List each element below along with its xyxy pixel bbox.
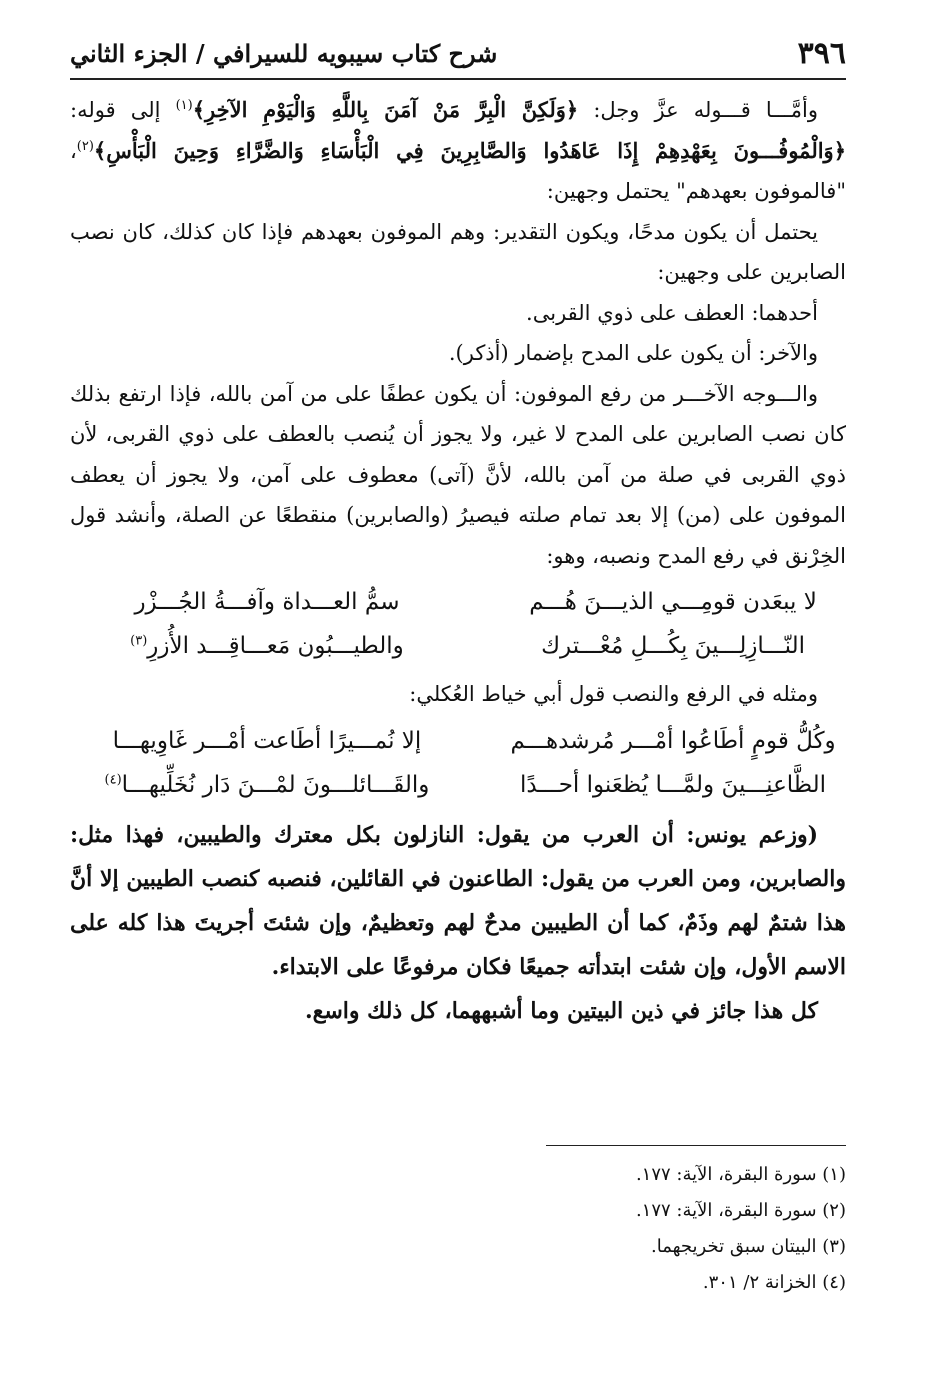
footnote-ref: (٣) [130, 633, 148, 649]
page-number: ٣٩٦ [797, 35, 846, 71]
verse-hemistich-right: لا يبعَدن قومِـــي الذيـــنَ هُـــم [529, 589, 817, 615]
paragraph-1 [70, 90, 846, 212]
footnote-ref: (٤) [104, 771, 122, 787]
footnote-divider [546, 1145, 846, 1146]
footnotes [70, 1157, 846, 1301]
paragraph-3: أحدهما: العطف على ذوي القربى. [526, 300, 818, 325]
poem-2 [70, 719, 846, 807]
verse-line [70, 624, 846, 668]
verse-hemistich-right: النّـــازِلِـــينَ بِكُـــلِ مُعْـــترك [541, 633, 805, 659]
text-run: إلى قوله: [70, 98, 176, 122]
running-title: شرح كتاب سيبويه للسيرافي / الجزء الثاني [70, 38, 498, 68]
verse-hemistich-left [94, 763, 440, 807]
paragraph-8: كل هذا جائز في ذين البيتين وما أشبههما، كل ذلك واسع. [304, 997, 818, 1024]
footnote-ref: (١) [175, 98, 193, 113]
text-run: ، "فالموفون بعهدهم" يحتمل وجهين: [70, 138, 846, 203]
footnote-ref: (٢) [76, 138, 94, 154]
verse-hemistich-right: الظَّاعنِـــينَ ولمَّـــا يُظعَنوا أحـــدًا [520, 771, 827, 798]
footnote-item: (٣) البيتان سبق تخريجهما. [651, 1236, 846, 1257]
verse-hemistich-left: إلا نُمـــيرًا أطَاعت أمْـــر غَاوِيهـــا [112, 727, 422, 754]
paragraph-2: يحتمل أن يكون مدحًا، ويكون التقدير: وهم الموفون بعهدهم فإذا كان كذلك، كان نصب الصابرين على وجهين: [70, 219, 846, 284]
verse-text: والقَـــائلـــونَ لمْـــنَ دَار نُخَلِّيهـــا [121, 771, 430, 798]
paragraph-4: والآخر: أن يكون على المدح بإضمار (أذكر). [448, 341, 818, 365]
poem-1 [70, 580, 846, 668]
paragraph-6: ومثله في الرفع والنصب قول أبي خياط العُكلي: [409, 682, 818, 706]
verse-text: والطيـــبُون مَعـــاقِـــد الأُزرِ [147, 633, 404, 659]
page-body [70, 90, 846, 1033]
verse-hemistich-left [94, 624, 440, 668]
verse-hemistich-left: سمُّ العـــداة وآفـــةُ الجُـــزْر [134, 589, 400, 615]
page-header [70, 28, 846, 80]
quran-verse: ﴿وَالْمُوفُـــونَ بِعَهْدِهِمْ إِذَا عَاهَدُوا وَالصَّابِرِينَ فِي الْبَأْسَاءِ وَالضَّرَّاءِ وَحِينَ الْبَأْسِ﴾ [93, 137, 846, 163]
paragraph-5: والـــوجه الآخـــر من رفع الموفون: أن يكون عطفًا على من آمن بالله، فإذا ارتفع بذلك كان نصب الصابرين على المدح لا غير، ولا يجوز أن يُنصب بالعطف على ذوي القربى، لأن ذوي القربى في صلة من آمن بالله، لأنَّ (آتى) معطوف على آمن، ولا يجوز أن يعطف الموفون على (من) إلا بعد تمام صلته فيصيرُ (والصابرين) منقطعًا عن الصلة، وأنشد قول الخِرْنق في رفع المدح ونصبه، وهو: [70, 381, 846, 568]
paragraph-7: (وزعم يونس: أن العرب من يقول: النازلون بكل معترك والطيبين، فهذا مثل: والصابرين، ومن العرب من يقول: الطاعنون في القائلين، فنصبه كنصب الطيبين إلا أنَّ هذا شتمٌ لهم وذَمٌ، كما أن الطيبين مدحٌ لهم وتعظيمٌ، وإن شئتَ أجريتَ هذا كله على الاسم الأول، وإن شئت ابتدأته جميعًا فكان مرفوعًا على الابتداء. [70, 821, 846, 980]
footnote-item: (٢) سورة البقرة، الآية: ١٧٧. [635, 1200, 846, 1221]
verse-hemistich-right: وكُلُّ قومٍ أطَاعُوا أمْـــر مُرشدهـــم [510, 727, 836, 754]
text-run: وأمَّـــا قـــوله عزَّ وجل: [578, 98, 818, 122]
verse-line [70, 580, 846, 624]
verse-line [70, 719, 846, 763]
verse-line [70, 763, 846, 807]
quran-verse: ﴿وَلَكِنَّ الْبِرَّ مَنْ آمَنَ بِاللَّهِ وَالْيَوْمِ الآخِرِ﴾ [192, 97, 579, 122]
footnote-item: (١) سورة البقرة، الآية: ١٧٧. [635, 1164, 846, 1185]
footnote-item: (٤) الخزانة ٢/ ٣٠١. [702, 1272, 846, 1293]
